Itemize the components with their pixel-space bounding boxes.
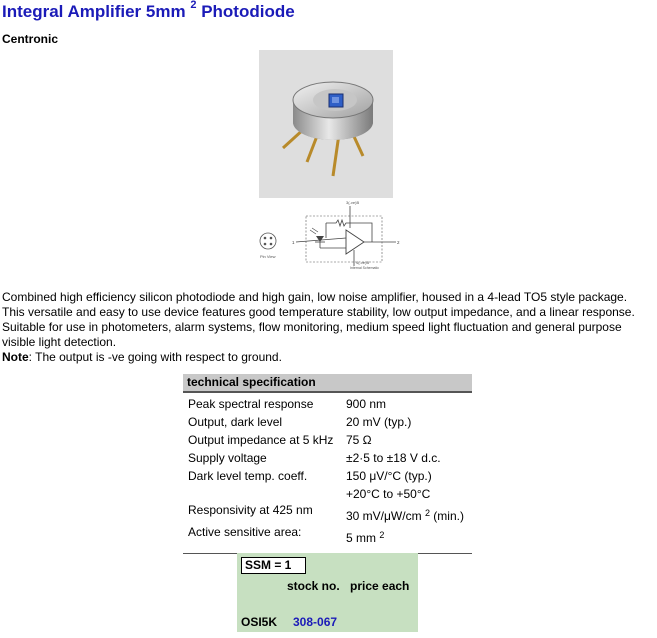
spec-row <box>183 449 472 467</box>
spec-key: Active sensitive area: <box>188 525 302 539</box>
ground-label: 4(-ve)B <box>356 260 370 265</box>
order-code: OSI5K <box>241 615 278 629</box>
pin-view-label: Pin View <box>260 254 276 259</box>
stock-no-header: stock no. <box>287 579 340 593</box>
note-text: : The output is -ve going with respect to ground. <box>28 350 282 364</box>
spec-value: 900 nm <box>346 397 387 411</box>
spec-value <box>346 507 464 525</box>
product-description <box>2 290 657 365</box>
stock-number-link[interactable]: 308-067 <box>293 615 338 629</box>
title-suffix: Photodiode <box>201 2 295 21</box>
spec-value: ±2·5 to ±18 V d.c. <box>346 451 441 465</box>
responsivity-sup: 2 <box>424 508 430 518</box>
price-each-header: price each <box>350 579 410 593</box>
circuit-schematic <box>250 198 410 270</box>
spec-key: Output, dark level <box>188 415 283 429</box>
description-line: This versatile and easy to use device features good temperature stability, low output impedance, and a linear response. <box>2 305 635 319</box>
spec-key: Supply voltage <box>188 451 267 465</box>
title-text: Integral Amplifier 5mm <box>2 2 186 21</box>
pin2-label: 2 <box>397 240 400 245</box>
pin1-label: 1 <box>292 240 295 245</box>
spec-value: 150 μV/°C (typ.) <box>346 469 432 483</box>
spec-value: +20°C to +50°C <box>346 487 431 501</box>
note-line <box>2 350 657 365</box>
ssm-label: SSM = 1 <box>241 557 306 574</box>
description-line: visible light detection. <box>2 335 117 349</box>
internal-schematic-label: Internal Schematic <box>350 266 379 270</box>
schematic-diagram <box>250 198 410 270</box>
spec-row-responsivity <box>183 503 472 525</box>
description-line: Suitable for use in photometers, alarm systems, flow monitoring, medium speed light fluctuation and general purpose <box>2 320 622 334</box>
spec-row <box>183 395 472 413</box>
title-superscript: 2 <box>190 0 197 11</box>
area-sup: 2 <box>379 530 385 540</box>
photodiode-image <box>259 50 393 198</box>
spec-key: Dark level temp. coeff. <box>188 469 308 483</box>
spec-row-area <box>183 525 472 549</box>
note-label: Note <box>2 350 29 364</box>
spec-row <box>183 467 472 485</box>
spec-row <box>183 413 472 431</box>
page-title <box>2 2 295 22</box>
spec-row <box>183 431 472 449</box>
spec-table <box>183 374 472 554</box>
brand-name: Centronic <box>2 32 59 46</box>
vref-label: 3(-ve)B <box>346 200 360 205</box>
product-photo <box>259 50 393 198</box>
responsivity-suffix: (min.) <box>433 509 464 523</box>
spec-key: Peak spectral response <box>188 397 314 411</box>
spec-value: 75 Ω <box>346 433 372 447</box>
spec-value: 20 mV (typ.) <box>346 415 412 429</box>
description-line: Combined high efficiency silicon photodiode and high gain, low noise amplifier, housed in a 4-lead TO5 style package. <box>2 290 628 304</box>
area-value: 5 mm <box>346 531 376 545</box>
order-box <box>237 553 418 632</box>
spec-key: Output impedance at 5 kHz <box>188 433 334 447</box>
spec-key: Responsivity at 425 nm <box>188 503 313 517</box>
spec-header: technical specification <box>183 374 472 393</box>
spec-value <box>346 529 384 547</box>
responsivity-value: 30 mV/μW/cm <box>346 509 422 523</box>
